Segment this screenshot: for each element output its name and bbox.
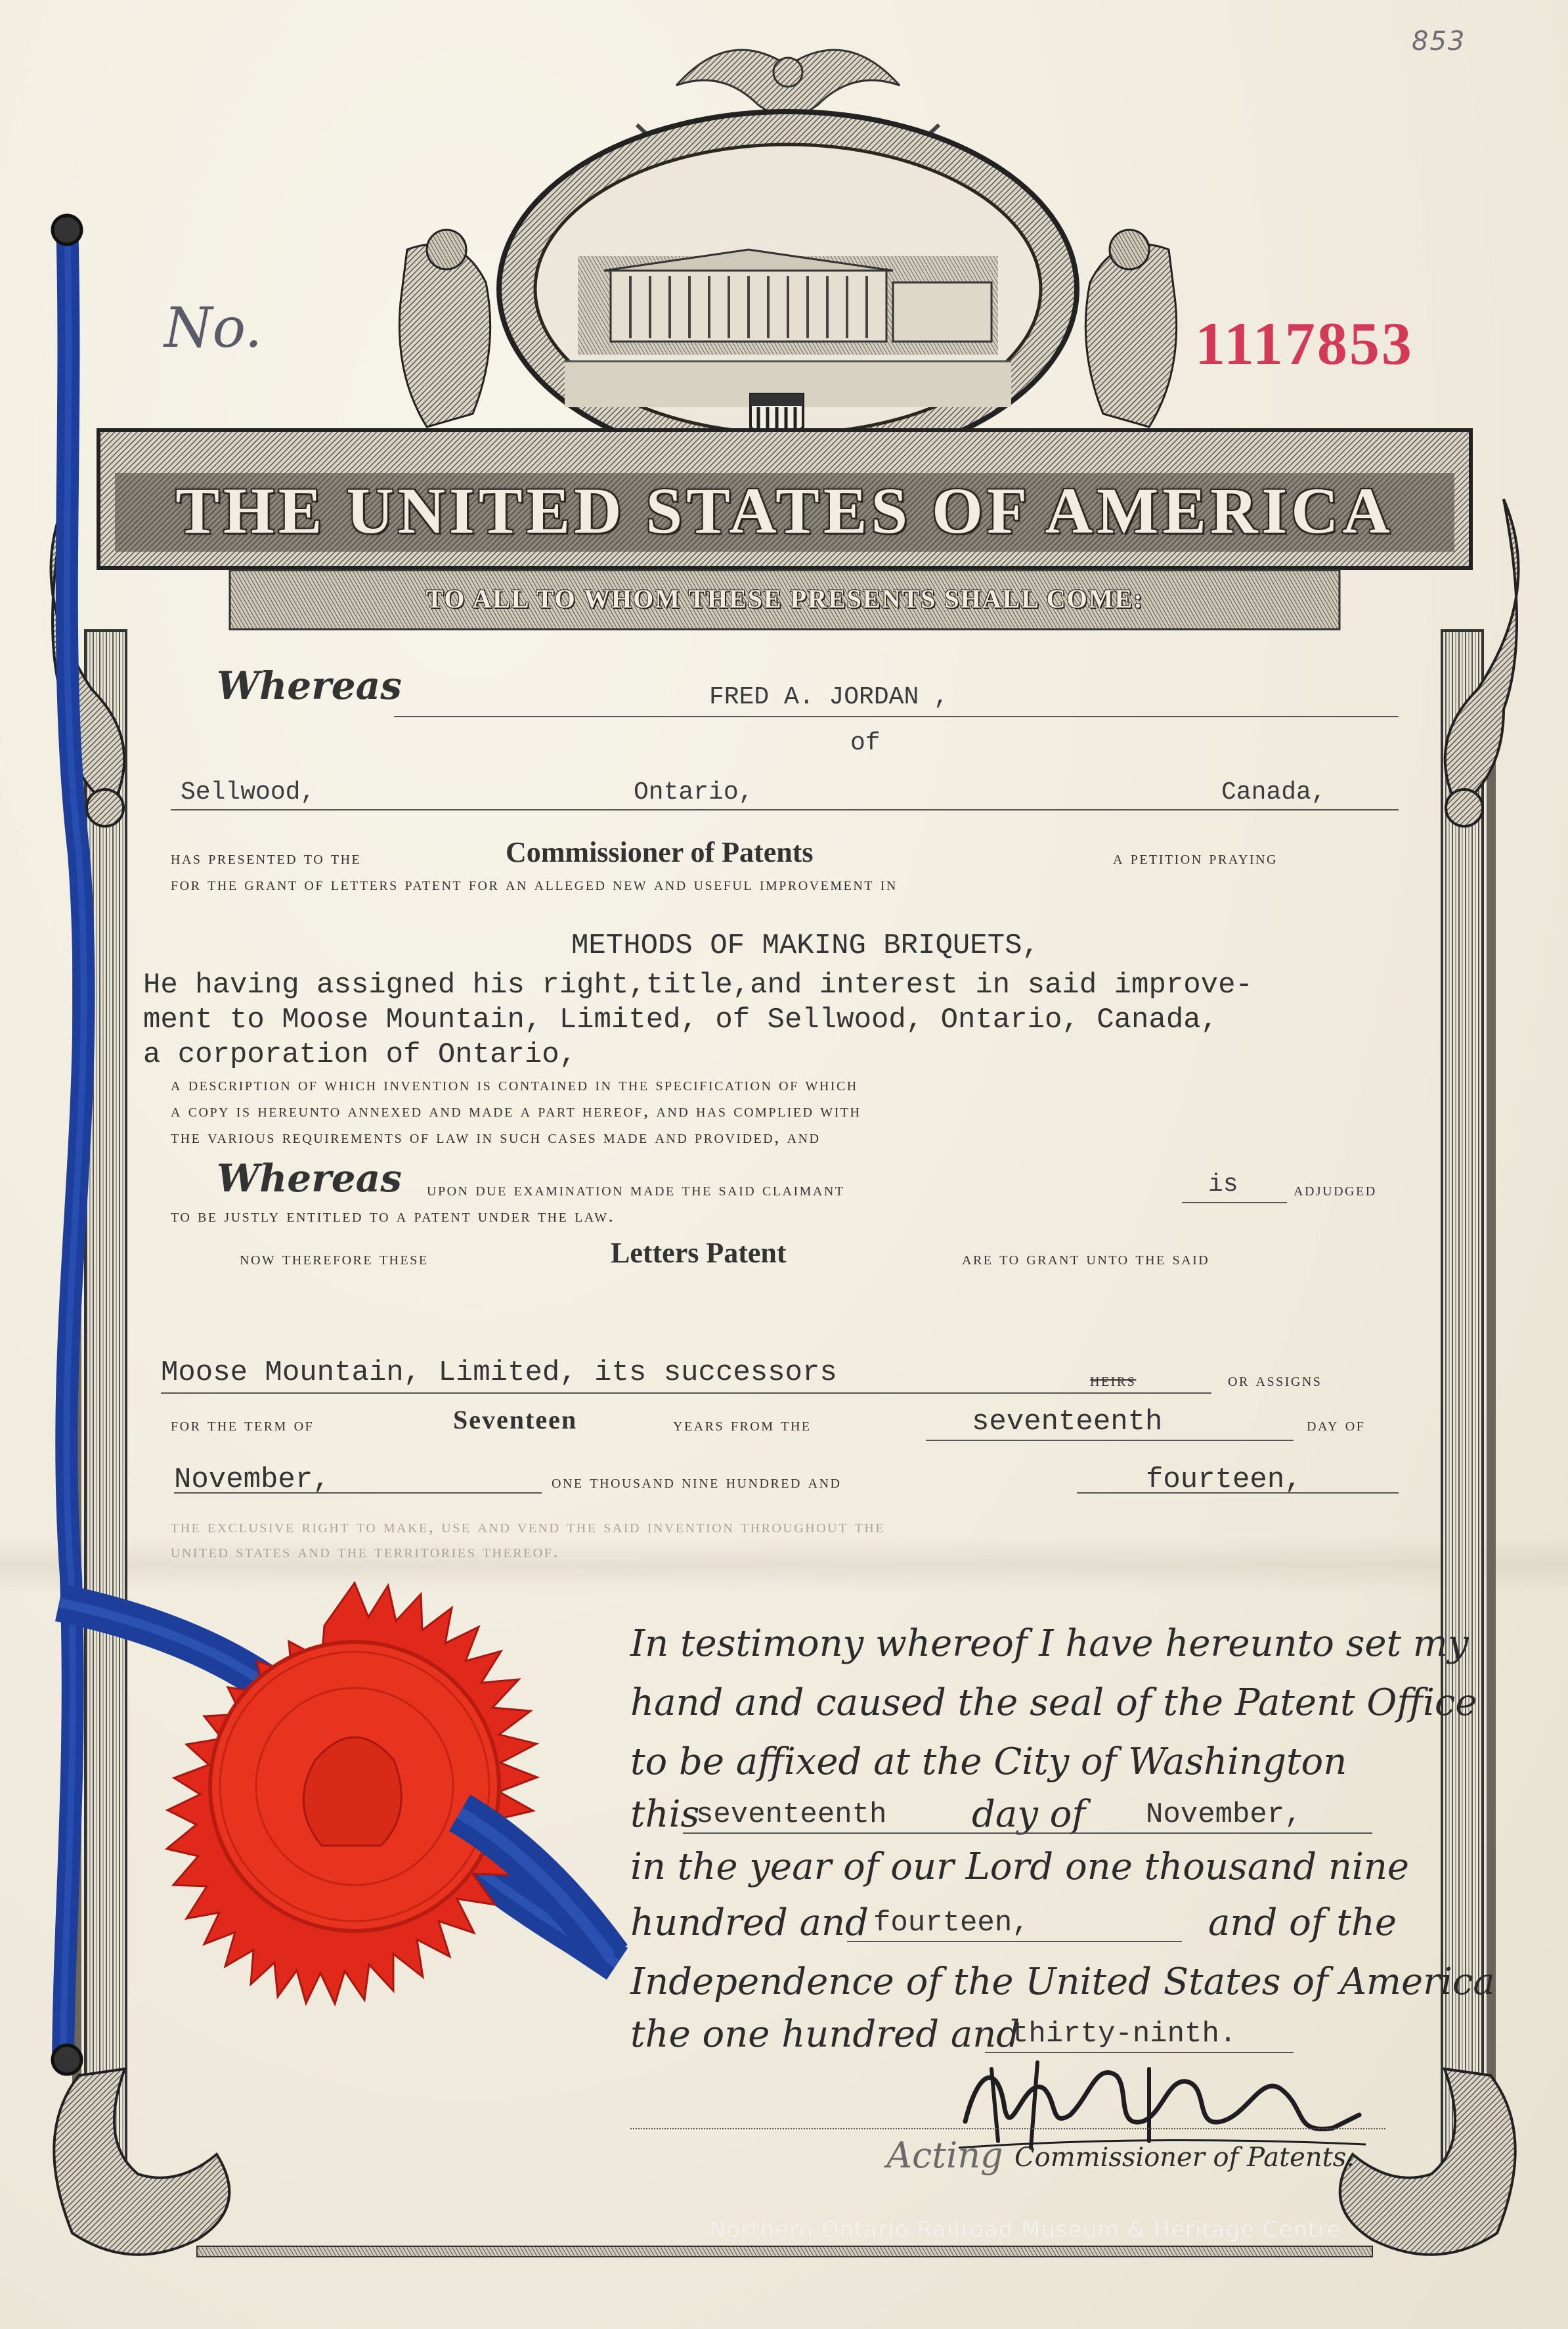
commissioner-title: Commissioner of Patents. [1014, 2142, 1355, 2173]
testimony-year: fourteen, [873, 1907, 1030, 1940]
testimony-day: seventeenth [696, 1798, 887, 1831]
claimant-is: is [1208, 1170, 1238, 1199]
handwritten-signature [952, 2049, 1372, 2154]
exclusive-line-2: united states and the territories thereof. [171, 1541, 560, 1562]
month-typed: November, [174, 1463, 330, 1496]
grant-line: for the grant of letters patent for an alleged new and useful improvement in [171, 874, 898, 895]
day-typed: seventeenth [972, 1406, 1163, 1438]
independence-year: thirty-ninth. [1011, 2018, 1237, 2051]
country-title: THE UNITED STATES OF AMERICA [175, 474, 1394, 547]
testimony-line-7: Independence of the United States of America [630, 1961, 1495, 2003]
salutation: TO ALL TO WHOM THESE PRESENTS SHALL COME: [425, 584, 1144, 613]
testimony-day-of: day of [972, 1793, 1086, 1836]
testimony-line-3: to be affixed at the City of Washington [630, 1741, 1347, 1783]
year-typed: fourteen, [1146, 1463, 1302, 1496]
day-of: day of [1307, 1414, 1366, 1435]
testimony-line-8: the one hundred and [630, 2013, 1020, 2056]
description-line-2: a copy is hereunto annexed and made a part hereof, and has complied with [171, 1100, 861, 1121]
acting-handwritten: Acting [886, 2135, 1003, 2176]
whereas-heading: Whereas [217, 663, 402, 708]
of-word: of [850, 729, 881, 757]
scroll-ornament-bottom-left [54, 2069, 229, 2255]
adjudged: adjudged [1294, 1179, 1377, 1200]
assignment-line-2: ment to Moose Mountain, Limited, of Sellwood, Ontario, Canada, [143, 1004, 1219, 1036]
or-assigns: or assigns [1228, 1369, 1322, 1390]
pencil-note: 853 [1412, 26, 1466, 56]
description-line-1: a description of which invention is contained in the specification of which [171, 1074, 858, 1095]
right-allegorical-figure [1085, 230, 1176, 427]
patent-number: 1117853 [1195, 310, 1414, 377]
invention-title: METHODS OF MAKING BRIQUETS, [571, 929, 1039, 962]
commissioner-of-patents: Commissioner of Patents [506, 836, 814, 868]
left-border [85, 631, 126, 2167]
presented-line-b: a petition praying [1113, 847, 1278, 868]
now-therefore-b: are to grant unto the said [962, 1248, 1210, 1269]
presented-line-a: has presented to the [171, 847, 362, 868]
right-border [1442, 631, 1483, 2167]
inventor-province: Ontario, [634, 778, 754, 807]
assignment-line-1: He having assigned his right,title,and interest in said improve- [143, 969, 1253, 1002]
seventeen: Seventeen [453, 1405, 578, 1434]
testimony-line-5: in the year of our Lord one thousand nine [630, 1846, 1410, 1888]
museum-watermark: Northern Ontario Railroad Museum & Heritage Centre [709, 2217, 1341, 2243]
term-line-b: years from the [673, 1414, 812, 1435]
examination-line: upon due examination made the said claimant [427, 1179, 845, 1200]
inventor-name: FRED A. JORDAN , [709, 683, 949, 711]
justly-line: to be justly entitled to a patent under the law. [171, 1205, 615, 1226]
description-line-3: the various requirements of law in such cases made and provided, and [171, 1126, 821, 1147]
whereas-heading-2: Whereas [217, 1156, 402, 1201]
testimony-and-of-the: and of the [1208, 1901, 1397, 1944]
left-allegorical-figure [399, 230, 490, 427]
inventor-country: Canada, [1221, 778, 1326, 807]
now-therefore-a: now therefore these [240, 1248, 429, 1269]
testimony-this: this [630, 1793, 700, 1836]
term-line-a: for the term of [171, 1414, 315, 1435]
exclusive-line-1: the exclusive right to make, use and vend the said invention throughout the [171, 1516, 885, 1537]
testimony-line-2: hand and caused the seal of the Patent Office [630, 1681, 1477, 1724]
grantee: Moose Mountain, Limited, its successors [161, 1356, 837, 1389]
inventor-city: Sellwood, [181, 778, 316, 807]
letters-patent: Letters Patent [611, 1237, 787, 1269]
testimony-hundred-and: hundred and [630, 1901, 869, 1944]
assignment-line-3: a corporation of Ontario, [143, 1038, 577, 1071]
testimony-month: November, [1146, 1798, 1302, 1831]
testimony-line-1: In testimony whereof I have hereunto set my [630, 1622, 1469, 1665]
heirs-struck: heirs [1090, 1369, 1137, 1390]
one-thousand-line: one thousand nine hundred and [552, 1471, 842, 1492]
number-prefix: No. [164, 296, 263, 360]
